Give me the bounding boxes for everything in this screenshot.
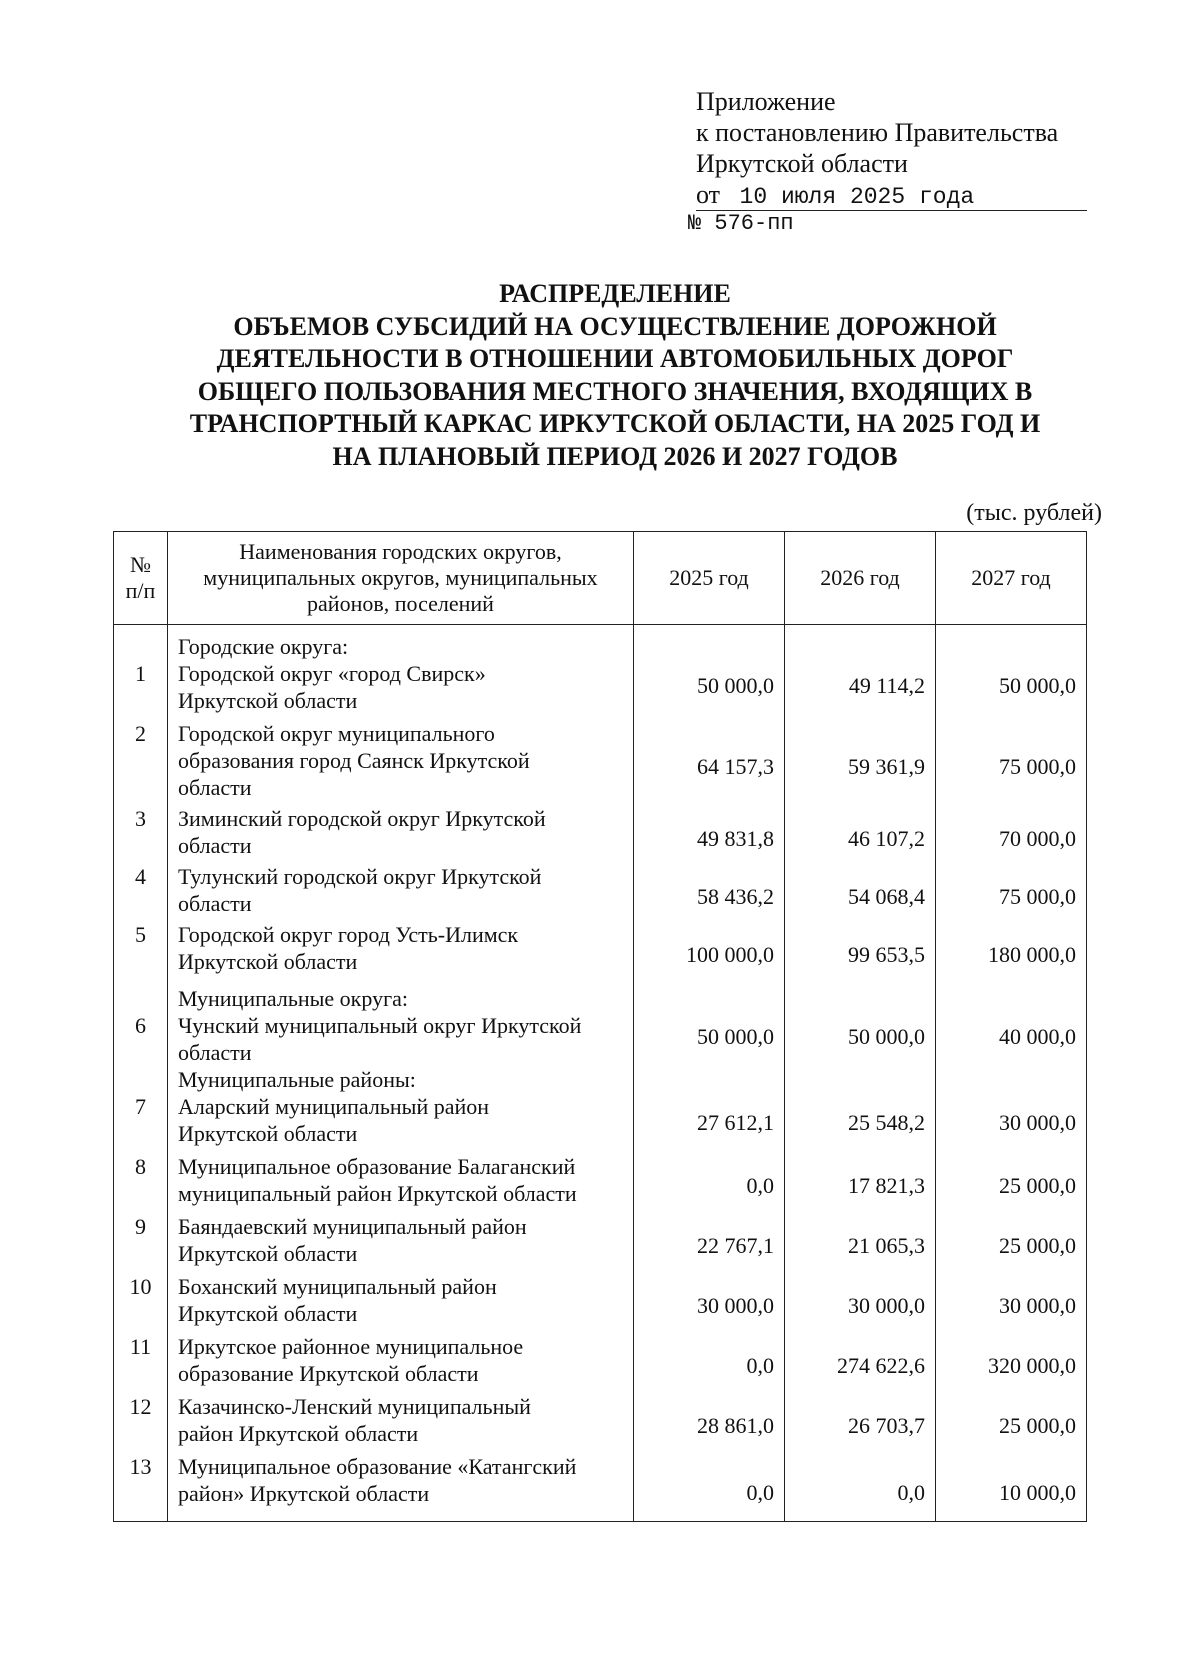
table-row [114,859,1087,917]
row-name-line: образования город Саянск Иркутской [178,748,530,773]
row-name [168,1066,634,1147]
row-name-line: Аларский муниципальный район [178,1094,490,1119]
value-2027: 30 000,0 [936,1267,1087,1327]
row-name-line: Городской округ «город Свирск» [178,661,486,686]
title-line-6: НА ПЛАНОВЫЙ ПЕРИОД 2026 И 2027 ГОДОВ [332,441,898,471]
value-2027: 10 000,0 [936,1447,1087,1522]
table-row [114,917,1087,975]
value-2027: 75 000,0 [936,859,1087,917]
row-name-line: области [178,891,252,916]
annex-date-line [696,179,1087,211]
row-name-line: район» Иркутской области [178,1481,430,1506]
row-name-line: Тулунский городской округ Иркутской [178,864,542,889]
row-number [114,975,168,1066]
subsidy-table [113,531,1087,1522]
row-number-value: 12 [129,1394,152,1419]
header-name-line-2: муниципальных округов, муниципальных [203,565,598,590]
value-2026: 25 548,2 [785,1066,936,1147]
value-2027: 320 000,0 [936,1327,1087,1387]
value-2025: 30 000,0 [634,1267,785,1327]
table-row [114,1447,1087,1522]
annex-line-2: к постановлению Правительства [696,118,1059,147]
value-2026: 46 107,2 [785,801,936,859]
annex-date-value: 10 июля 2025 года [739,184,975,210]
value-2027: 25 000,0 [936,1147,1087,1207]
row-number-value: 1 [135,661,146,686]
row-number [114,625,168,715]
annex-line-1: Приложение [696,87,836,116]
header-2027: 2027 год [936,532,1087,625]
row-name [168,625,634,715]
value-2026: 49 114,2 [785,625,936,715]
title-line-2: ОБЪЕМОВ СУБСИДИЙ НА ОСУЩЕСТВЛЕНИЕ ДОРОЖНОЙ [233,311,997,341]
value-2027: 25 000,0 [936,1207,1087,1267]
group-heading: Городские округа: [178,634,349,659]
value-2026: 26 703,7 [785,1387,936,1447]
row-number-value: 7 [135,1094,146,1119]
header-name [168,532,634,625]
row-number [114,917,168,975]
row-name-line: Чунский муниципальный округ Иркутской [178,1013,582,1038]
value-2027: 180 000,0 [936,917,1087,975]
row-name-line: Иркутское районное муниципальное [178,1334,524,1359]
row-number [114,801,168,859]
row-name [168,1267,634,1327]
value-2025: 22 767,1 [634,1207,785,1267]
row-number [114,859,168,917]
row-name [168,1447,634,1522]
value-2027: 40 000,0 [936,975,1087,1066]
row-name [168,917,634,975]
table-row [114,801,1087,859]
row-number-value: 6 [135,1013,146,1038]
header-2026: 2026 год [785,532,936,625]
value-2025: 0,0 [634,1147,785,1207]
row-name-line: Баяндаевский муниципальный район [178,1214,527,1239]
row-name-line: области [178,833,252,858]
row-number-value: 13 [129,1454,152,1479]
value-2026: 30 000,0 [785,1267,936,1327]
row-number [114,1207,168,1267]
value-2026: 21 065,3 [785,1207,936,1267]
row-name-line: Муниципальное образование «Катангский [178,1454,577,1479]
row-name-line: области [178,775,252,800]
annex-line-3: Иркутской области [696,149,908,178]
table-row [114,714,1087,801]
value-2025: 58 436,2 [634,859,785,917]
table-row [114,625,1087,715]
row-number [114,1066,168,1147]
row-name-line: район Иркутской области [178,1421,419,1446]
header-2025: 2025 год [634,532,785,625]
row-number [114,1267,168,1327]
table-body [114,625,1087,1522]
annex-date-underline [696,182,1087,211]
row-name-line: Иркутской области [178,688,358,713]
row-number [114,1387,168,1447]
header-number-line-1: № [130,552,151,577]
row-number-value: 9 [135,1214,146,1239]
value-2025: 49 831,8 [634,801,785,859]
table-row [114,1147,1087,1207]
row-number-value: 10 [129,1274,152,1299]
row-number [114,1447,168,1522]
table-row [114,975,1087,1066]
value-2026: 0,0 [785,1447,936,1522]
title-line-4: ОБЩЕГО ПОЛЬЗОВАНИЯ МЕСТНОГО ЗНАЧЕНИЯ, ВХОДЯЩИХ В [197,376,1033,406]
table-row [114,1066,1087,1147]
row-number [114,714,168,801]
row-number-value: 5 [135,922,146,947]
document-title [150,278,1080,473]
table-row [114,1207,1087,1267]
row-name-line: Городской округ муниципального [178,721,495,746]
value-2026: 274 622,6 [785,1327,936,1387]
row-name-line: Городской округ город Усть-Илимск [178,922,519,947]
value-2026: 50 000,0 [785,975,936,1066]
table-row [114,1387,1087,1447]
row-number [114,1327,168,1387]
value-2025: 0,0 [634,1447,785,1522]
row-number-value: 3 [135,806,146,831]
row-number-value: 11 [129,1334,152,1359]
value-2027: 30 000,0 [936,1066,1087,1147]
title-line-1: РАСПРЕДЕЛЕНИЕ [499,279,731,308]
value-2027: 75 000,0 [936,714,1087,801]
row-name-line: Казачинско-Ленский муниципальный [178,1394,531,1419]
row-name-line: Иркутской области [178,1301,358,1326]
row-name-line: Боханский муниципальный район [178,1274,497,1299]
units-label: (тыс. рублей) [966,500,1102,526]
row-name-line: Муниципальное образование Балаганский [178,1154,576,1179]
row-name [168,859,634,917]
header-number [114,532,168,625]
value-2027: 25 000,0 [936,1387,1087,1447]
row-name [168,1327,634,1387]
row-number [114,1147,168,1207]
value-2026: 17 821,3 [785,1147,936,1207]
header-number-line-2: п/п [125,578,156,603]
value-2027: 50 000,0 [936,625,1087,715]
annex-number: № 576-пп [688,211,794,236]
value-2026: 54 068,4 [785,859,936,917]
table-header-row [114,532,1087,625]
value-2026: 99 653,5 [785,917,936,975]
group-heading: Муниципальные округа: [178,986,408,1011]
row-name [168,1387,634,1447]
title-line-3: ДЕЯТЕЛЬНОСТИ В ОТНОШЕНИИ АВТОМОБИЛЬНЫХ ДОРОГ [216,344,1014,373]
value-2025: 50 000,0 [634,625,785,715]
row-name-line: Иркутской области [178,1121,358,1146]
value-2025: 28 861,0 [634,1387,785,1447]
row-name-line: Иркутской области [178,1241,358,1266]
table-row [114,1327,1087,1387]
header-name-line-1: Наименования городских округов, [239,539,562,564]
table-row [114,1267,1087,1327]
row-name [168,801,634,859]
row-name-line: Иркутской области [178,949,358,974]
header-name-line-3: районов, поселений [307,591,494,616]
row-name [168,975,634,1066]
annex-date-prefix: от [696,180,721,209]
annex-block [696,86,1087,211]
value-2027: 70 000,0 [936,801,1087,859]
row-number-value: 2 [135,721,146,746]
value-2025: 50 000,0 [634,975,785,1066]
row-number-value: 4 [135,864,146,889]
value-2025: 64 157,3 [634,714,785,801]
value-2025: 100 000,0 [634,917,785,975]
row-name-line: образование Иркутской области [178,1361,479,1386]
row-name-line: муниципальный район Иркутской области [178,1181,577,1206]
row-name [168,1207,634,1267]
value-2025: 0,0 [634,1327,785,1387]
value-2025: 27 612,1 [634,1066,785,1147]
row-name-line: Зиминский городской округ Иркутской [178,806,546,831]
row-name [168,1147,634,1207]
group-heading: Муниципальные районы: [178,1067,416,1092]
value-2026: 59 361,9 [785,714,936,801]
row-name-line: области [178,1040,252,1065]
row-number-value: 8 [135,1154,146,1179]
row-name [168,714,634,801]
title-line-5: ТРАНСПОРТНЫЙ КАРКАС ИРКУТСКОЙ ОБЛАСТИ, НА 2025 ГОД И [189,409,1041,438]
